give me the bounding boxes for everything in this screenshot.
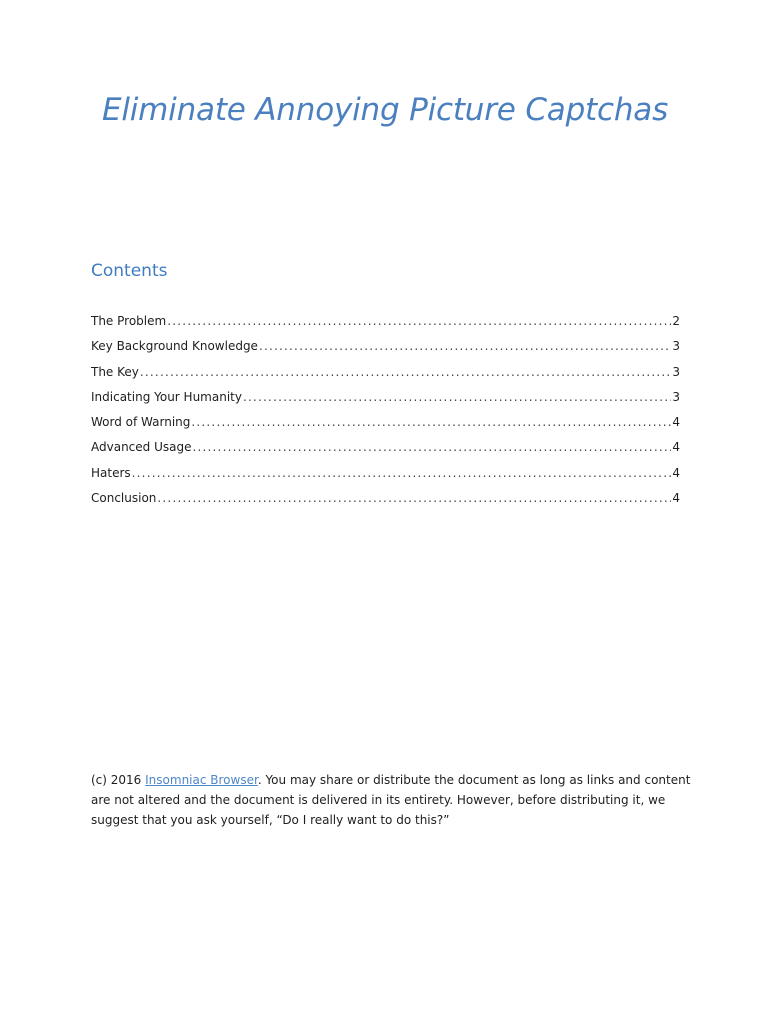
- toc-entry-label: The Key: [91, 364, 139, 379]
- toc-page-number: 3: [672, 389, 680, 404]
- toc-entry-the-key[interactable]: [91, 365, 680, 390]
- toc-dot-leader: [192, 440, 671, 454]
- toc-page-number: 4: [672, 415, 680, 430]
- copyright-body: . You may share or distribute the document as long as links and content are not altered and the document is delivered in its entirety. However, before distributing it, we suggest that you ask yourself, “Do I really want to do this?”: [91, 773, 691, 827]
- toc-entry-advanced-usage[interactable]: [91, 440, 680, 465]
- insomniac-browser-link[interactable]: Insomniac Browser: [145, 773, 258, 787]
- toc-dot-leader: [140, 365, 671, 379]
- table-of-contents: [91, 314, 680, 516]
- toc-entry-indicating-your-humanity[interactable]: [91, 390, 680, 415]
- toc-dot-leader: [157, 491, 671, 505]
- toc-entry-the-problem[interactable]: [91, 314, 680, 339]
- toc-entry-conclusion[interactable]: [91, 491, 680, 516]
- toc-entry-word-of-warning[interactable]: [91, 415, 680, 440]
- toc-entry-label: Key Background Knowledge: [91, 339, 258, 354]
- toc-entry-key-background-knowledge[interactable]: [91, 339, 680, 364]
- toc-dot-leader: [167, 314, 671, 328]
- copyright-prefix: (c) 2016: [91, 773, 146, 787]
- toc-page-number: 4: [672, 440, 680, 455]
- toc-dot-leader: [132, 466, 672, 480]
- toc-entry-haters[interactable]: [91, 466, 680, 491]
- copyright-notice: [91, 770, 691, 830]
- toc-page-number: 3: [672, 339, 680, 354]
- toc-entry-label: Conclusion: [91, 491, 157, 506]
- toc-dot-leader: [191, 415, 671, 429]
- toc-entry-label: Word of Warning: [91, 415, 191, 430]
- document-title: Eliminate Annoying Picture Captchas: [101, 92, 669, 128]
- toc-dot-leader: [243, 390, 671, 404]
- toc-page-number: 4: [672, 491, 680, 506]
- toc-entry-label: The Problem: [91, 314, 167, 328]
- toc-dot-leader: [259, 339, 671, 353]
- toc-heading: Contents: [91, 261, 168, 281]
- toc-page-number: 2: [672, 314, 680, 328]
- toc-page-number: 3: [672, 364, 680, 379]
- toc-entry-label: Advanced Usage: [91, 440, 192, 455]
- toc-entry-label: Indicating Your Humanity: [91, 389, 242, 404]
- toc-entry-label: Haters: [91, 465, 131, 480]
- toc-page-number: 4: [672, 465, 680, 480]
